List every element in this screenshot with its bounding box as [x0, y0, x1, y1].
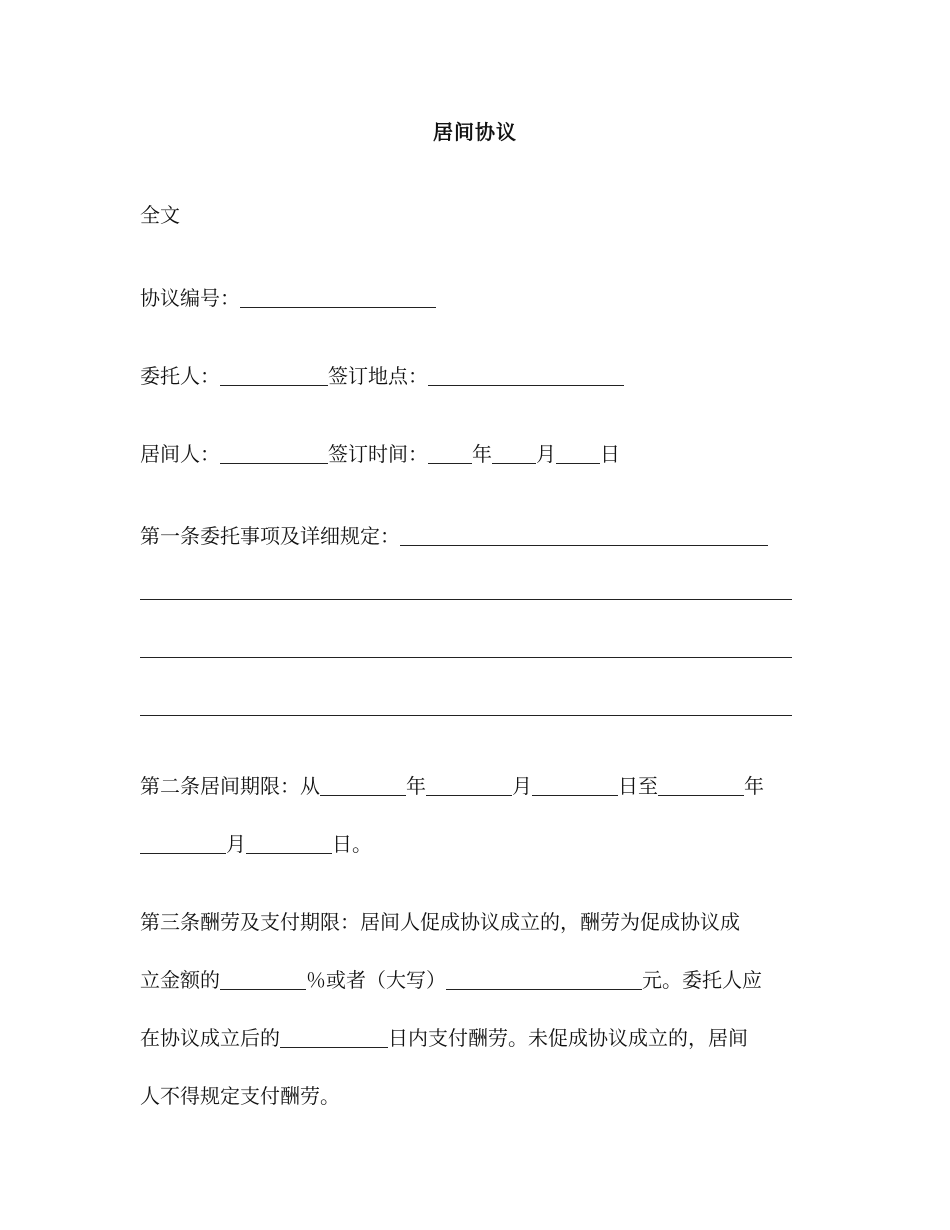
agreement-no-blank[interactable]	[240, 287, 436, 308]
article3-line-3	[140, 1009, 792, 1067]
article1-label: 第一条委托事项及详细规定：	[140, 524, 400, 548]
article3-line-2-a: 立金额的	[140, 968, 220, 992]
principal-label: 委托人：	[140, 364, 220, 388]
article2-row	[140, 772, 792, 800]
agreement-no-row	[140, 284, 792, 312]
sign-month-blank[interactable]	[492, 443, 536, 464]
article3-line-2-b: ％或者（大写）	[306, 968, 446, 992]
period-start-month-label: 月	[512, 774, 532, 798]
sign-day-blank[interactable]	[556, 443, 600, 464]
commission-percent-blank[interactable]	[220, 969, 306, 990]
section-heading: 全文	[140, 203, 180, 227]
period-end-month-label: 月	[226, 832, 246, 856]
document-title: 居间协议	[433, 120, 517, 144]
article1-blank-line-2[interactable]	[140, 599, 792, 600]
period-end-year-blank[interactable]	[658, 775, 744, 796]
period-end-day-blank[interactable]	[246, 833, 332, 854]
article3-line-3-a: 在协议成立后的	[140, 1026, 280, 1050]
sign-year-label: 年	[472, 442, 492, 466]
article3-line-1: 第三条酬劳及支付期限：居间人促成协议成立的，酬劳为促成协议成	[140, 910, 740, 934]
article1-blank-line-3[interactable]	[140, 657, 792, 658]
principal-blank[interactable]	[220, 365, 328, 386]
article3-line-3-b: 日内支付酬劳。未促成协议成立的，居间	[388, 1026, 748, 1050]
commission-amount-blank[interactable]	[446, 969, 642, 990]
sign-month-label: 月	[536, 442, 556, 466]
period-start-month-blank[interactable]	[426, 775, 512, 796]
article1-row	[140, 522, 792, 550]
article3-line-4: 人不得规定支付酬劳。	[140, 1084, 340, 1108]
intermediary-row	[140, 440, 792, 468]
article1-blank-line-4[interactable]	[140, 715, 792, 716]
period-start-day-blank[interactable]	[532, 775, 618, 796]
article1-blank[interactable]	[400, 525, 768, 546]
article3-line-2-c: 元。委托人应	[642, 968, 762, 992]
article2-label: 第二条居间期限：从	[140, 774, 320, 798]
sign-time-label: 签订时间：	[328, 442, 428, 466]
article3-line-2	[140, 951, 792, 1009]
payment-days-blank[interactable]	[280, 1027, 388, 1048]
period-end-day-label: 日。	[332, 832, 372, 856]
article3-paragraph	[140, 893, 792, 1125]
sign-year-blank[interactable]	[428, 443, 472, 464]
sign-day-label: 日	[600, 442, 620, 466]
article2-row-2	[140, 830, 792, 858]
intermediary-label: 居间人：	[140, 442, 220, 466]
sign-place-blank[interactable]	[428, 365, 624, 386]
period-start-day-label: 日至	[618, 774, 658, 798]
period-end-year-label: 年	[744, 774, 764, 798]
sign-place-label: 签订地点：	[328, 364, 428, 388]
period-end-month-blank[interactable]	[140, 833, 226, 854]
period-start-year-blank[interactable]	[320, 775, 406, 796]
principal-row	[140, 362, 792, 390]
period-start-year-label: 年	[406, 774, 426, 798]
agreement-no-label: 协议编号：	[140, 286, 240, 310]
intermediary-blank[interactable]	[220, 443, 328, 464]
